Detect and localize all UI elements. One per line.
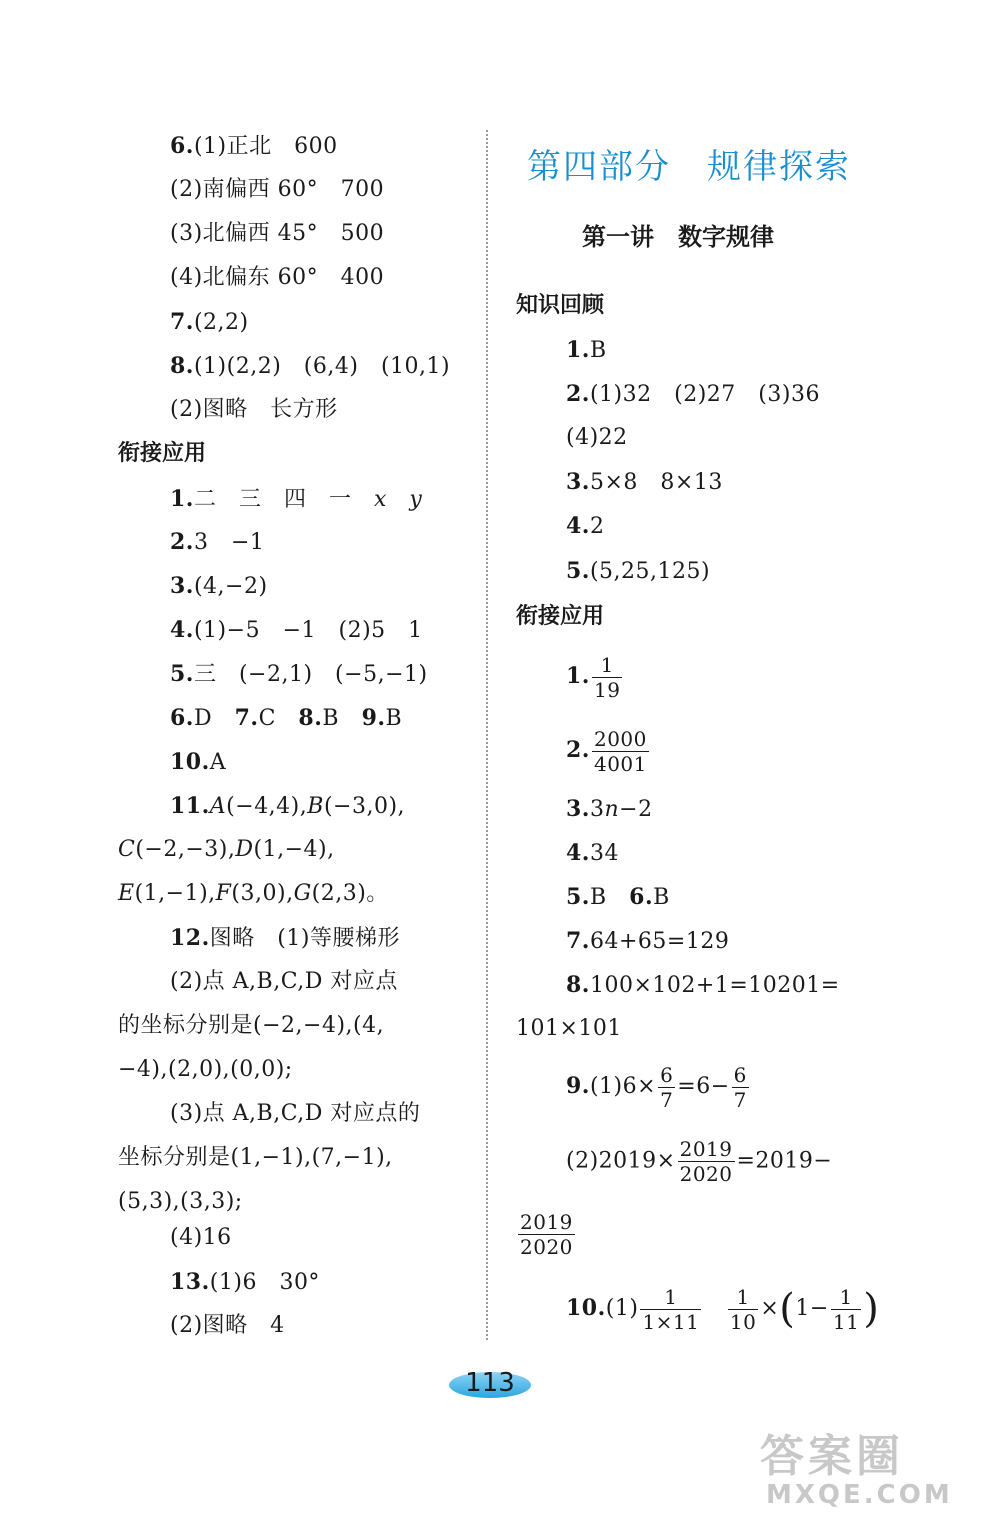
watermark-text: 答案圈 bbox=[760, 1431, 904, 1482]
answer-line: (5,3),(3,3); bbox=[118, 1189, 243, 1214]
answer-line: 9.(1)6× $\frac{6}{7}$ =6− $\frac{6}{7}$ bbox=[566, 1062, 747, 1112]
answer-line: (2)点 A,B,C,D 对应点 bbox=[170, 969, 398, 994]
answer-line: 2.3 −1 bbox=[170, 529, 265, 555]
answer-line: 101×101 bbox=[516, 1016, 622, 1041]
part-title: 第四部分 规律探索 bbox=[527, 147, 851, 187]
answer-line: C(−2,−3),D(1,−4), bbox=[118, 837, 335, 862]
page-number-text: 113 bbox=[465, 1368, 515, 1398]
fraction: $\frac{6}{7}$ bbox=[660, 1062, 674, 1112]
answer-line: 3.(4,−2) bbox=[170, 573, 268, 599]
answer-line: 5.(5,25,125) bbox=[566, 558, 711, 584]
answer-line: 4.34 bbox=[566, 840, 619, 866]
answer-line: 1. $\frac{1}{19}$ bbox=[566, 652, 621, 702]
fraction: $\frac{2019}{2020}$ bbox=[679, 1137, 733, 1186]
answer-line: (2)图略 4 bbox=[170, 1313, 285, 1338]
answer-line: (4)北偏东 60° 400 bbox=[170, 265, 385, 290]
fraction: $\frac{2000}{4001}$ bbox=[593, 726, 647, 776]
answer-line: 7.64+65=129 bbox=[566, 928, 730, 954]
answer-line bbox=[516, 1210, 577, 1259]
fraction: $\frac{1}{10}$ bbox=[729, 1284, 757, 1334]
answer-line: 2. $\frac{2000}{4001}$ bbox=[566, 726, 647, 776]
answer-line: (2)图略 长方形 bbox=[170, 397, 338, 422]
section-heading: 衔接应用 bbox=[516, 604, 605, 629]
answer-line: 10.A bbox=[170, 749, 227, 775]
page-number bbox=[449, 1366, 531, 1400]
section-heading: 知识回顾 bbox=[516, 293, 605, 318]
answer-line: 10.(1) $\frac{1}{1\times 11}$ $\frac{1}{10}$ ×(1− $\frac{1}{11}$ ) bbox=[566, 1284, 880, 1334]
answer-line: 的坐标分别是(−2,−4),(4, bbox=[118, 1013, 385, 1038]
lecture-title: 第一讲 数字规律 bbox=[582, 223, 774, 251]
answer-line: 6.D 7.C 8.B 9.B bbox=[170, 705, 403, 731]
answer-line: E(1,−1),F(3,0),G(2,3)。 bbox=[118, 881, 389, 906]
fraction: $\frac{2019}{2020}$ bbox=[520, 1210, 573, 1259]
answer-line: 8.(1)(2,2) (6,4) (10,1) bbox=[170, 353, 451, 379]
answer-line: 2.(1)32 (2)27 (3)36 bbox=[566, 381, 820, 407]
answer-line: (4)22 bbox=[566, 425, 628, 450]
fraction: $\frac{1}{11}$ bbox=[832, 1284, 860, 1334]
answer-line: 5.B 6.B bbox=[566, 884, 670, 910]
answer-line: (4)16 bbox=[170, 1225, 232, 1250]
fraction: $\frac{6}{7}$ bbox=[733, 1062, 747, 1112]
answer-line: (3)北偏西 45° 500 bbox=[170, 221, 385, 246]
answer-line: (2)2019× $\frac{2019}{2020}$ =2019− bbox=[566, 1137, 833, 1186]
answer-line: 4.(1)−5 −1 (2)5 1 bbox=[170, 617, 423, 643]
answer-line: 5.三 (−2,1) (−5,−1) bbox=[170, 661, 428, 687]
answer-line: 8.100×102+1=10201= bbox=[566, 972, 840, 998]
fraction: $\frac{1}{19}$ bbox=[593, 652, 621, 702]
answer-line: 3.3n−2 bbox=[566, 796, 653, 822]
answer-line: 3.5×8 8×13 bbox=[566, 469, 723, 495]
watermark-logo bbox=[760, 1420, 990, 1520]
answer-line: 4.2 bbox=[566, 513, 605, 539]
answer-line: 坐标分别是(1,−1),(7,−1), bbox=[118, 1145, 393, 1170]
answer-line: 13.(1)6 30° bbox=[170, 1269, 320, 1295]
answer-line: 1.B bbox=[566, 337, 607, 363]
watermark-url: MXQE.COM bbox=[766, 1480, 953, 1510]
answer-line: (3)点 A,B,C,D 对应点的 bbox=[170, 1101, 421, 1126]
answer-line: 7.(2,2) bbox=[170, 309, 249, 335]
answer-line: 1.二 三 四 一 x y bbox=[170, 486, 423, 512]
fraction: $\frac{1}{1\times 11}$ bbox=[642, 1284, 700, 1334]
answer-line: 11.A(−4,4),B(−3,0), bbox=[170, 793, 406, 819]
answer-line: 12.图略 (1)等腰梯形 bbox=[170, 925, 400, 951]
answer-line: −4),(2,0),(0,0); bbox=[118, 1057, 293, 1082]
answer-line: 6.(1)正北 600 bbox=[170, 133, 338, 159]
answer-line: (2)南偏西 60° 700 bbox=[170, 177, 385, 202]
column-divider bbox=[486, 130, 488, 1340]
section-heading: 衔接应用 bbox=[118, 441, 207, 466]
